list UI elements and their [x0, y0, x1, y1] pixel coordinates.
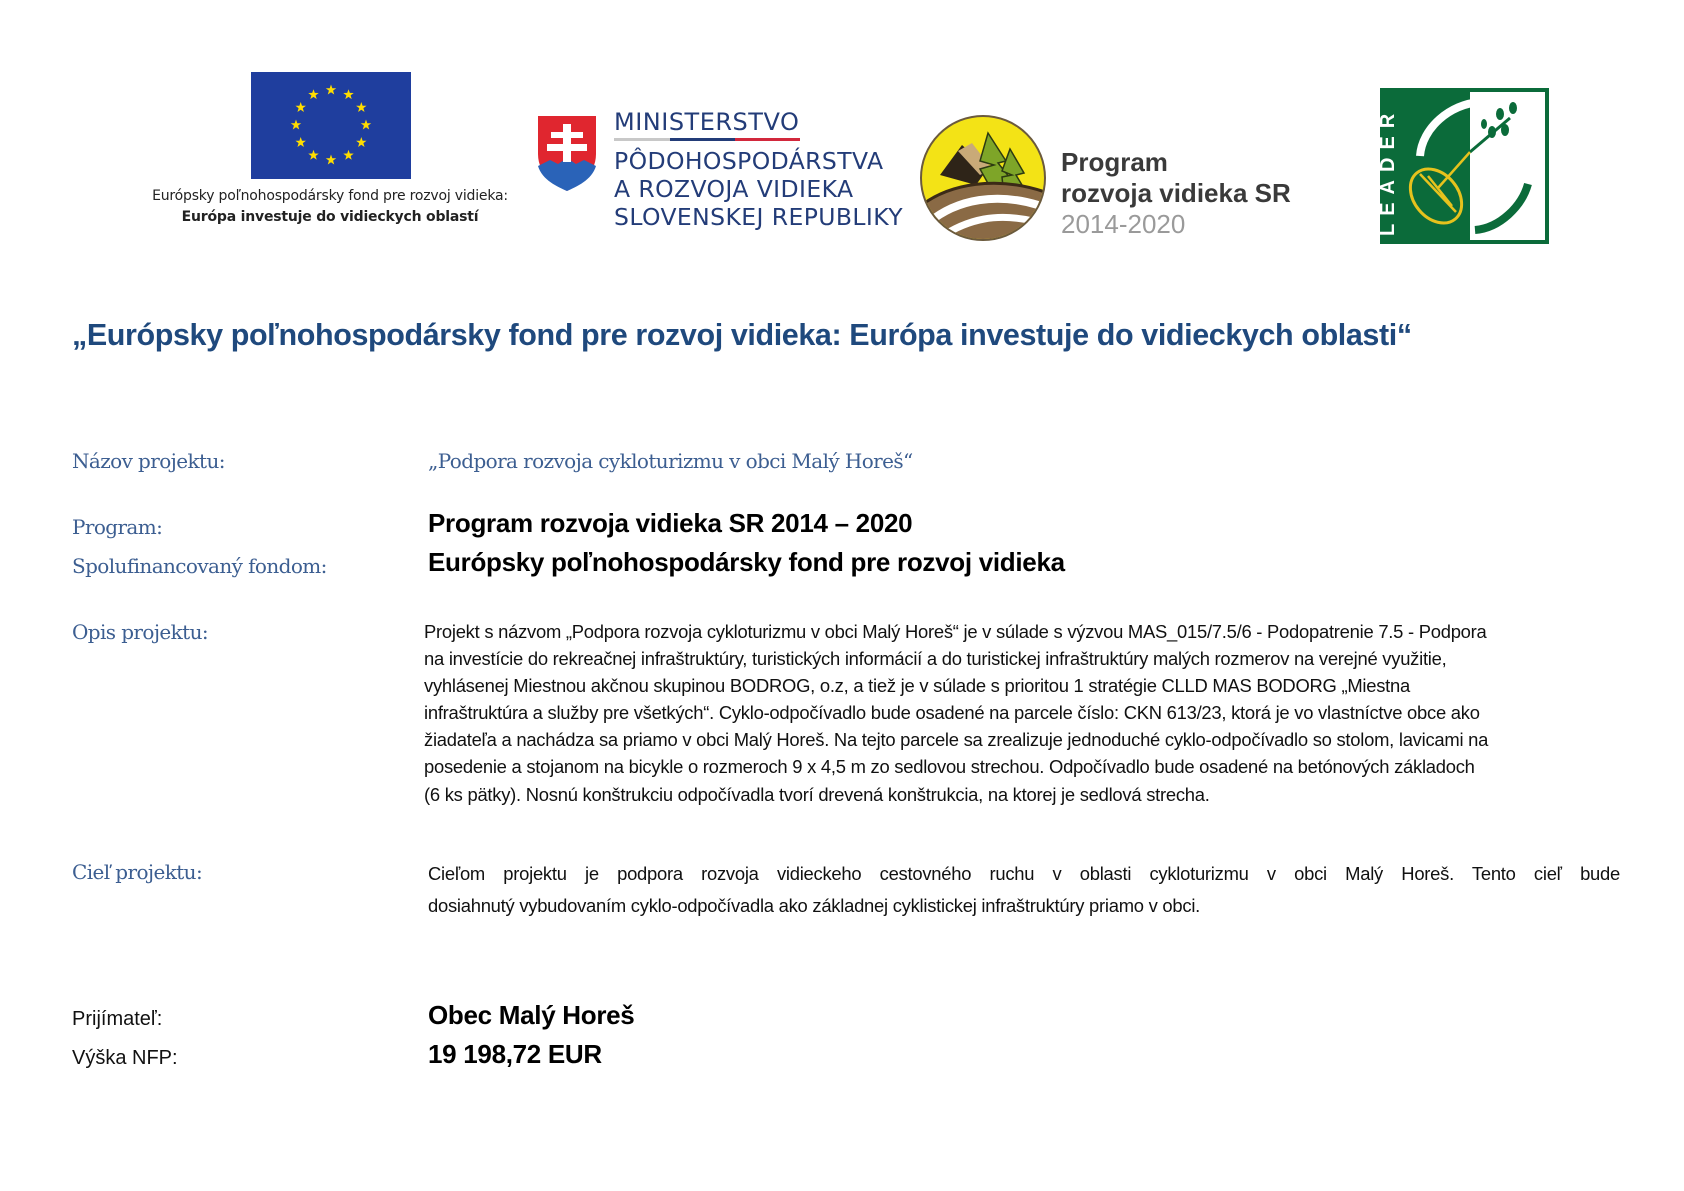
recipient-label: Prijímateľ:: [72, 1008, 163, 1030]
prv-landscape-logo-icon: [918, 113, 1048, 243]
eu-flag-icon: [251, 72, 411, 179]
ministry-logo-text: [614, 108, 903, 231]
description-line: posedenie a stojanom na bicykle o rozmeroch 9 x 4,5 m zo sedlovou strechou. Odpočívadlo bude osadené na betónových základoch: [424, 756, 1475, 778]
leader-logo-icon: [1377, 88, 1549, 244]
description-line: infraštruktúra a služby pre všetkých“. Cyklo-odpočívadlo bude osadené na parcele číslo: CKN 613/23, ktorá je vo vlastníctve obce ako: [424, 702, 1480, 724]
eu-star-icon: [291, 120, 301, 130]
eu-star-icon: [308, 150, 318, 160]
eu-caption: [110, 186, 550, 228]
eu-caption-line2: Európa investuje do vidieckych oblastí: [181, 209, 479, 225]
description-text: [424, 618, 1664, 808]
page-title: „Európsky poľnohospodársky fond pre rozvoj vidieka: Európa investuje do vidieckych oblasti“: [72, 318, 1412, 352]
cofinanced-value: Európsky poľnohospodársky fond pre rozvoj vidieka: [428, 547, 1065, 577]
description-line: žiadateľa a nachádza sa priamo v obci Malý Horeš. Na tejto parcele sa zrealizuje jednoduché cyklo-odpočívadlo so stolom, lavicami na: [424, 729, 1489, 751]
goal-label: Cieľ projektu:: [72, 860, 203, 884]
description-line: Projekt s názvom „Podpora rozvoja cykloturizmu v obci Malý Horeš“ je v súlade s výzvou MAS_015/7.5/6 - Podopatrenie 7.5 - Podpora: [424, 621, 1487, 642]
eu-star-icon: [356, 137, 366, 147]
goal-text: [428, 858, 1620, 922]
eu-star-icon: [326, 155, 336, 165]
eu-caption-line1: Európsky poľnohospodársky fond pre rozvoj vidieka:: [152, 188, 508, 204]
ministry-line3: A ROZVOJA VIDIEKA: [614, 175, 854, 203]
eu-star-icon: [295, 102, 305, 112]
eu-star-icon: [361, 120, 371, 130]
leader-logo-text: LEADER: [1377, 105, 1399, 236]
project-name-value: „Podpora rozvoja cykloturizmu v obci Malý Horeš“: [428, 449, 913, 473]
cofinanced-label: Spolufinancovaný fondom:: [72, 554, 327, 578]
prv-line2: rozvoja vidieka SR: [1061, 178, 1291, 208]
eu-star-icon: [343, 150, 353, 160]
eu-star-icon: [295, 137, 305, 147]
description-label: Opis projektu:: [72, 620, 209, 644]
nfp-amount-label: Výška NFP:: [72, 1047, 178, 1069]
ministry-line2: PÔDOHOSPODÁRSTVA: [614, 147, 884, 175]
ministry-line4: SLOVENSKEJ REPUBLIKY: [614, 203, 903, 231]
eu-star-icon: [343, 89, 353, 99]
description-line: na investície do rekreačnej infraštruktúry, turistických informácií a do turistickej infraštruktúry malých rozmerov na verejné využitie,: [424, 648, 1447, 670]
prv-line1: Program: [1061, 147, 1168, 177]
project-name-label: Názov projektu:: [72, 449, 225, 473]
ministry-line1: MINISTERSTVO: [614, 108, 800, 136]
recipient-value: Obec Malý Horeš: [428, 1000, 635, 1030]
eu-stars-icon: [251, 72, 411, 179]
prv-logo-text: [1061, 147, 1291, 240]
nfp-amount-value: 19 198,72 EUR: [428, 1039, 602, 1069]
description-line: (6 ks pätky). Nosnú konštrukciu odpočívadla tvorí drevená konštrukcia, na ktorej je sedlová strecha.: [424, 783, 1210, 805]
program-label: Program:: [72, 515, 163, 539]
program-value: Program rozvoja vidieka SR 2014 – 2020: [428, 508, 913, 538]
goal-line2: dosiahnutý vybudovaním cyklo-odpočívadla ako základnej cyklistickej infraštruktúry priamo v obci.: [428, 895, 1201, 916]
eu-star-icon: [308, 89, 318, 99]
slovak-coat-of-arms-icon: [536, 114, 598, 192]
eu-star-icon: [356, 102, 366, 112]
goal-line1: Cieľom projektu je podpora rozvoja vidieckeho cestovného ruchu v oblasti cykloturizmu v obci Malý Horeš. Tento cieľ bude: [428, 863, 1620, 884]
description-line: vyhlásenej Miestnou akčnou skupinou BODROG, o.z, a tiež je v súlade s prioritou 1 stratégie CLLD MAS BODORG „Miestna: [424, 675, 1410, 697]
ministry-divider: [614, 138, 800, 141]
eu-star-icon: [326, 85, 336, 95]
prv-years: 2014-2020: [1061, 209, 1186, 239]
